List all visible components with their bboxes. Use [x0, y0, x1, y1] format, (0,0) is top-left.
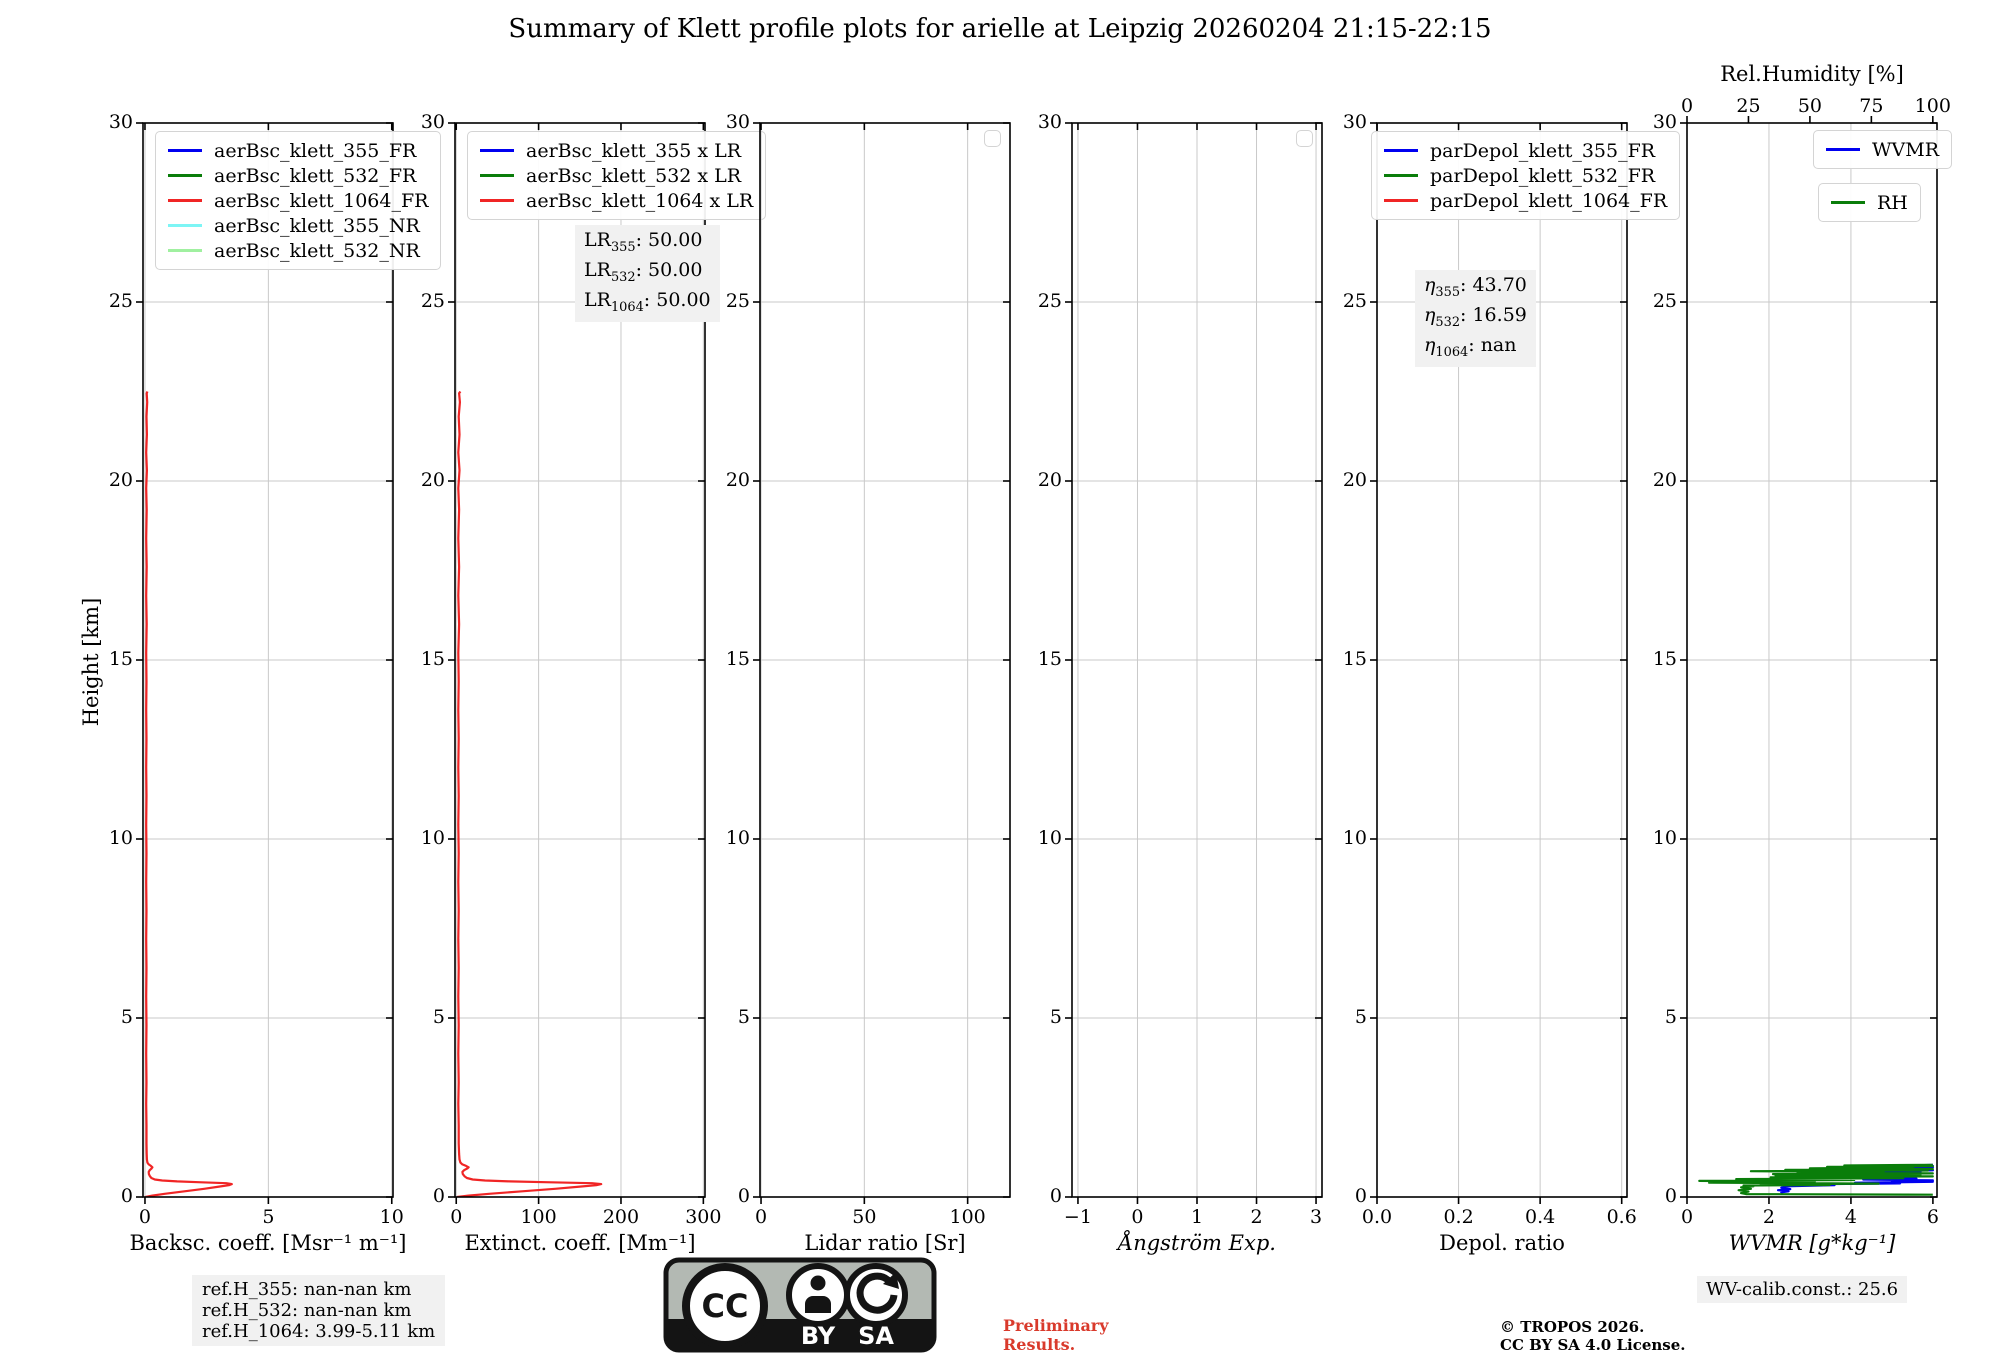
x-tick-label: 200	[602, 1206, 640, 1228]
legend-line-swatch	[168, 174, 202, 177]
legend-line-swatch	[168, 224, 202, 227]
legend-line-swatch	[480, 149, 514, 152]
legend-entry	[1826, 137, 1939, 162]
legend-label: parDepol_klett_355_FR	[1430, 139, 1656, 162]
y-tick-label: 5	[1049, 1006, 1062, 1028]
x-tick-label: 2	[1250, 1206, 1263, 1228]
cc-sa-label: SA	[858, 1322, 894, 1350]
legend-label: aerBsc_klett_355_FR	[214, 139, 417, 162]
aerBsc_klett_1064 x LR-curve	[457, 392, 601, 1198]
annotation-line: $\eta_{355}$: 43.70	[1424, 274, 1527, 300]
legend-label: aerBsc_klett_532_FR	[214, 164, 417, 187]
empty-legend	[984, 130, 1001, 147]
y-tick-label: 5	[1664, 1006, 1677, 1028]
x-tick-label: 0.6	[1606, 1206, 1637, 1228]
y-tick-label: 15	[1037, 648, 1062, 670]
lidar-ratio-canvas	[746, 109, 1024, 1211]
preliminary-results-note	[1003, 1316, 1109, 1354]
y-tick-label: 25	[108, 290, 133, 312]
depol-ratio-annotation	[1415, 270, 1536, 367]
x-tick-label: 10	[379, 1206, 404, 1228]
legend-entry	[480, 138, 753, 163]
x-tick-label: 0	[450, 1206, 463, 1228]
legend-entry	[168, 238, 428, 263]
y-tick-label: 0	[1049, 1185, 1062, 1207]
legend-line-swatch	[480, 174, 514, 177]
y-tick-label: 15	[1342, 648, 1367, 670]
preliminary-line-2: Results.	[1003, 1335, 1076, 1354]
y-tick-label: 0	[120, 1185, 133, 1207]
copyright-note	[1500, 1318, 1686, 1354]
x-tick-label: 1	[1190, 1206, 1204, 1228]
x-tick-label: 0	[1680, 1206, 1694, 1228]
depol-ratio-x-axis-label: Depol. ratio	[1439, 1231, 1565, 1255]
legend-entry	[1384, 188, 1667, 213]
legend-entry	[168, 213, 428, 238]
x-tick-label: 0.2	[1443, 1206, 1474, 1228]
y-tick-label: 25	[1342, 290, 1367, 312]
legend-label: aerBsc_klett_355 x LR	[526, 139, 742, 162]
legend-line-swatch	[1384, 149, 1418, 152]
y-tick-label: 0	[737, 1185, 750, 1207]
y-tick-label: 25	[725, 290, 750, 312]
ref-height-532: ref.H_532: nan-nan km	[202, 1300, 412, 1321]
y-tick-label: 30	[1037, 111, 1062, 133]
extinction-annotation	[575, 225, 720, 322]
y-tick-label: 10	[420, 827, 445, 849]
legend	[1813, 130, 1952, 169]
top-tick-label: 75	[1859, 95, 1884, 117]
legend-line-swatch	[168, 149, 202, 152]
backscatter-canvas	[129, 109, 407, 1211]
annotation-line: $LR_{532}$: 50.00	[584, 258, 703, 285]
copyright-line-1: © TROPOS 2026.	[1500, 1318, 1645, 1336]
legend-label: RH	[1877, 191, 1908, 214]
extinction-x-axis-label: Extinct. coeff. [Mm⁻¹]	[464, 1231, 696, 1255]
legend-entry	[1384, 138, 1667, 163]
legend	[467, 131, 766, 220]
annotation-line: $LR_{1064}$: 50.00	[584, 288, 711, 315]
y-tick-label: 25	[1037, 290, 1062, 312]
top-tick-label: 25	[1736, 95, 1761, 117]
y-tick-label: 20	[725, 469, 750, 491]
legend-label: aerBsc_klett_1064_FR	[214, 189, 429, 212]
y-tick-label: 20	[420, 469, 445, 491]
y-tick-label: 5	[1354, 1006, 1367, 1028]
x-tick-label: 5	[262, 1206, 275, 1228]
x-tick-label: 0	[1131, 1206, 1144, 1228]
y-tick-label: 5	[432, 1006, 445, 1028]
legend-label: aerBsc_klett_355_NR	[214, 214, 420, 237]
top-tick-label: 100	[1914, 95, 1951, 117]
legend	[1371, 131, 1680, 220]
legend	[1818, 183, 1921, 222]
empty-legend	[1296, 130, 1313, 147]
y-tick-label: 0	[432, 1185, 445, 1207]
y-tick-label: 20	[1037, 469, 1062, 491]
x-tick-label: 0	[138, 1206, 152, 1228]
y-tick-label: 30	[108, 111, 133, 133]
aerBsc_klett_1064_FR-curve	[146, 392, 232, 1198]
x-tick-label: 0	[754, 1206, 768, 1228]
legend-line-swatch	[168, 249, 202, 252]
legend-label: aerBsc_klett_1064 x LR	[526, 189, 754, 212]
cc-circle-text: CC	[701, 1287, 749, 1325]
x-tick-label: 0.0	[1361, 1206, 1393, 1228]
y-tick-label: 10	[1037, 827, 1062, 849]
y-tick-label: 5	[120, 1006, 133, 1028]
ref-height-1064: ref.H_1064: 3.99-5.11 km	[202, 1321, 436, 1342]
y-tick-label: 15	[108, 648, 133, 670]
x-tick-label: 100	[520, 1206, 557, 1228]
legend-line-swatch	[1826, 148, 1860, 151]
attribution-person-icon	[789, 1266, 847, 1324]
ref-height-355: ref.H_355: nan-nan km	[202, 1279, 412, 1300]
legend-entry	[168, 163, 428, 188]
x-tick-label: 4	[1844, 1206, 1857, 1228]
legend-label: WVMR	[1872, 138, 1940, 161]
annotation-line: $\eta_{1064}$: nan	[1424, 333, 1517, 360]
legend-entry	[1384, 163, 1667, 188]
legend-entry	[480, 188, 753, 213]
legend-line-swatch	[1384, 174, 1418, 177]
y-tick-label: 30	[1342, 111, 1367, 133]
y-tick-label: 30	[725, 111, 750, 133]
y-tick-label: 0	[1354, 1185, 1367, 1207]
legend-entry	[1831, 190, 1908, 215]
cc-by-label: BY	[800, 1322, 836, 1350]
height-axis-label: Height [km]	[79, 597, 103, 727]
y-tick-label: 20	[108, 469, 133, 491]
backscatter-x-axis-label: Backsc. coeff. [Msr⁻¹ m⁻¹]	[129, 1231, 407, 1255]
legend-line-swatch	[480, 199, 514, 202]
wvmr-canvas	[1673, 109, 1951, 1211]
preliminary-line-1: Preliminary	[1003, 1316, 1109, 1335]
y-tick-label: 25	[420, 290, 445, 312]
wv-calibration-annotation: WV-calib.const.: 25.6	[1697, 1276, 1907, 1303]
y-tick-label: 10	[1652, 827, 1677, 849]
y-tick-label: 15	[1652, 648, 1677, 670]
angstroem-exponent-canvas	[1058, 109, 1336, 1211]
y-tick-label: 30	[1652, 111, 1677, 133]
legend-line-swatch	[1831, 201, 1865, 204]
legend-entry	[480, 163, 753, 188]
legend-label: parDepol_klett_532_FR	[1430, 164, 1656, 187]
x-tick-label: 100	[949, 1206, 986, 1228]
annotation-line: $\eta_{532}$: 16.59	[1424, 303, 1527, 330]
legend-entry	[168, 188, 428, 213]
legend-label: aerBsc_klett_532 x LR	[526, 164, 742, 187]
y-tick-label: 0	[1664, 1185, 1677, 1207]
angstroem-exponent-x-axis-label: Ångström Exp.	[1118, 1231, 1276, 1255]
legend-entry	[168, 138, 428, 163]
legend-label: aerBsc_klett_532_NR	[214, 239, 420, 262]
person-body	[805, 1296, 831, 1313]
y-tick-label: 10	[725, 827, 750, 849]
y-tick-label: 10	[1342, 827, 1367, 849]
x-tick-label: 3	[1310, 1206, 1323, 1228]
x-tick-label: −1	[1063, 1206, 1092, 1228]
x-tick-label: 0.4	[1525, 1206, 1556, 1228]
cc-license-badge	[663, 1257, 937, 1353]
x-tick-label: 50	[852, 1206, 877, 1228]
copyright-line-2: CC BY SA 4.0 License.	[1500, 1336, 1686, 1354]
reference-height-annotation	[192, 1275, 445, 1346]
top-axis-label: Rel.Humidity [%]	[1720, 62, 1904, 86]
lidar-ratio-x-axis-label: Lidar ratio [Sr]	[804, 1231, 966, 1255]
y-tick-label: 10	[108, 827, 133, 849]
x-tick-label: 300	[685, 1206, 722, 1228]
x-tick-label: 6	[1926, 1206, 1939, 1228]
legend	[155, 131, 441, 270]
x-tick-label: 2	[1762, 1206, 1775, 1228]
wvmr-x-axis-label: WVMR [g*kg⁻¹]	[1728, 1231, 1896, 1255]
person-head	[811, 1276, 826, 1291]
y-tick-label: 20	[1652, 469, 1677, 491]
y-tick-label: 30	[420, 111, 445, 133]
figure-title: Summary of Klett profile plots for arielle at Leipzig 20260204 21:15-22:15	[508, 14, 1492, 44]
y-tick-label: 15	[420, 648, 445, 670]
top-tick-label: 0	[1680, 95, 1694, 117]
legend-line-swatch	[168, 199, 202, 202]
y-tick-label: 20	[1342, 469, 1367, 491]
top-tick-label: 50	[1797, 95, 1822, 117]
annotation-line: $LR_{355}$: 50.00	[584, 229, 703, 255]
y-tick-label: 5	[737, 1006, 750, 1028]
legend-label: parDepol_klett_1064_FR	[1430, 189, 1668, 212]
y-tick-label: 25	[1652, 290, 1677, 312]
legend-line-swatch	[1384, 199, 1418, 202]
y-tick-label: 15	[725, 648, 750, 670]
